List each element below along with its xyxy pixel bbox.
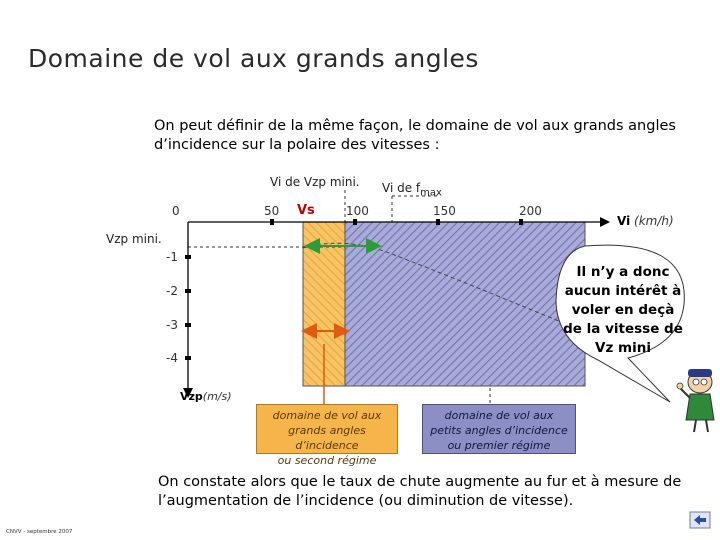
y-tick-3 [185,323,191,327]
x-tick-200 [519,219,523,225]
x-tick-label-200: 200 [519,204,542,218]
callout-text: Il n’y a donc aucun intérêt à voler en deçà de la vitesse de Vz mini [563,264,683,356]
y-axis-unit: (m/s) [202,390,232,403]
vi-fmax-label: Vi de $f_{max}$ [382,181,442,199]
slide-title: Domaine de vol aux grands angles [28,44,479,73]
intro-text-line-2: d’incidence sur la polaire des vitesses : [154,137,440,153]
pilot-cartoon-icon [677,369,714,432]
zone-petits-angles [345,222,585,386]
x-axis-title: Vi [617,214,631,228]
y-tick-label-4: -4 [166,351,178,365]
x-tick-label-50: 50 [264,204,280,218]
vs-label: Vs [297,203,315,218]
conclusion-line-1: On constate alors que le taux de chute augmente au fur et à mesure de [158,474,682,490]
x-tick-label-100: 100 [346,204,369,218]
y-axis-label [180,390,232,403]
x-tick-label-0: 0 [172,204,180,218]
vzp-mini-label: Vzp mini. [106,232,162,246]
x-axis-arrow [600,217,610,227]
x-axis-label [617,214,674,228]
y-tick-label-2: -2 [166,284,178,298]
x-tick-50 [270,219,274,225]
x-tick-label-150: 150 [433,204,456,218]
conclusion-line-2: l’augmentation de l’incidence (ou diminution de vitesse). [158,493,574,509]
y-tick-label-3: -3 [166,318,178,332]
y-tick-label-1: -1 [166,250,178,264]
y-axis-title: Vzp [180,390,203,403]
intro-text-line-1: On peut définir de la même façon, le domaine de vol aux grands angles [154,118,676,134]
x-tick-100 [353,219,357,225]
footer-text: CNVV - septembre 2007 [6,529,73,535]
vi-vzp-mini-label: Vi de Vzp mini. [270,175,360,189]
x-tick-150 [436,219,440,225]
y-tick-4 [185,356,191,360]
box-grands-angles: domaine de vol aux grands angles d’incidence ou second régime [256,404,398,454]
return-arrow-icon[interactable] [690,512,710,528]
box-petits-angles: domaine de vol aux petits angles d’incidence ou premier régime [422,404,576,454]
y-tick-2 [185,289,191,293]
y-tick-1 [185,255,191,259]
x-axis-unit: (km/h) [634,214,674,228]
